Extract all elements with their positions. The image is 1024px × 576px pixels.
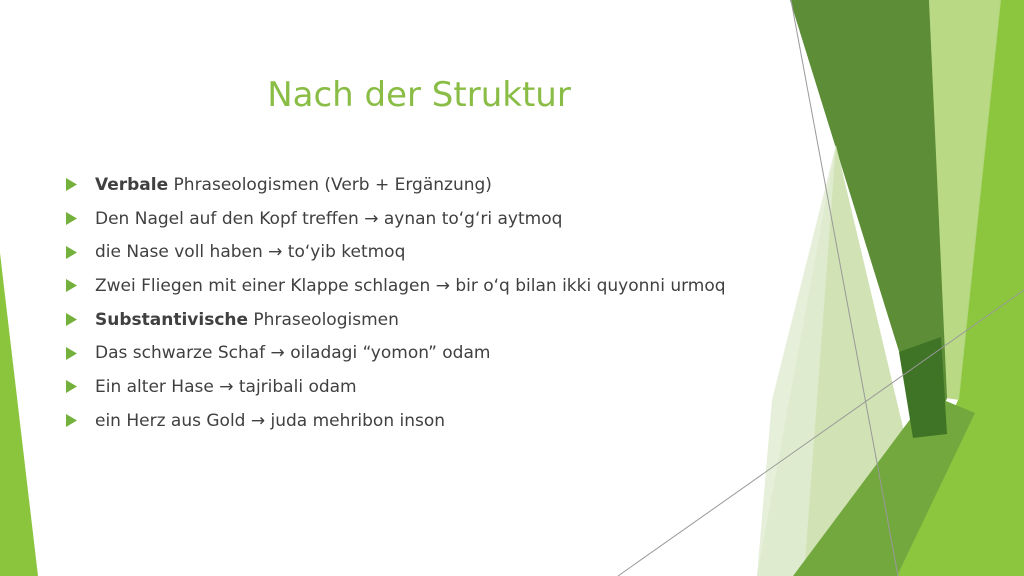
bullet-lead-word: Verbale xyxy=(95,174,169,195)
bullet-rest-text: Ein alter Hase → tajribali odam xyxy=(95,376,357,397)
bullet-text xyxy=(95,377,357,397)
bullet-text xyxy=(95,343,490,363)
page-title: Nach der Struktur xyxy=(267,74,571,115)
bullet-triangle-icon xyxy=(66,313,77,326)
bullet-triangle-icon xyxy=(66,212,77,225)
list-item xyxy=(66,202,786,236)
list-item xyxy=(66,336,786,370)
list-item xyxy=(66,235,786,269)
bullet-list xyxy=(66,168,786,438)
bullet-text xyxy=(95,209,562,229)
bullet-triangle-icon xyxy=(66,380,77,393)
bullet-text xyxy=(95,175,492,195)
bullet-triangle-icon xyxy=(66,279,77,292)
bullet-rest-text: Phraseologismen xyxy=(248,309,399,330)
bullet-rest-text: ein Herz aus Gold → juda mehribon inson xyxy=(95,410,446,431)
list-item xyxy=(66,168,786,202)
bullet-triangle-icon xyxy=(66,178,77,191)
deco-right-darkest-patch xyxy=(899,337,947,438)
bullet-triangle-icon xyxy=(66,246,77,259)
bullet-text xyxy=(95,242,405,262)
list-item xyxy=(66,370,786,404)
bullet-text xyxy=(95,310,399,330)
bullet-lead-word: Substantivische xyxy=(95,309,249,330)
bullet-triangle-icon xyxy=(66,414,77,427)
list-item xyxy=(66,404,786,438)
bullet-text xyxy=(95,276,726,296)
list-item xyxy=(66,269,786,303)
bullet-rest-text: Das schwarze Schaf → oiladagi “yomon” odam xyxy=(95,343,491,364)
bullet-rest-text: Phraseologismen (Verb + Ergänzung) xyxy=(168,174,492,195)
deco-bottom-left-wedge xyxy=(0,253,38,576)
bullet-triangle-icon xyxy=(66,347,77,360)
bullet-rest-text: die Nase voll haben → to‘yib ketmoq xyxy=(95,242,406,263)
list-item xyxy=(66,303,786,337)
bullet-text xyxy=(95,411,445,431)
bullet-rest-text: Zwei Fliegen mit einer Klappe schlagen → bir o‘q bilan ikki quyonni urmoq xyxy=(95,275,726,296)
bullet-rest-text: Den Nagel auf den Kopf treffen → aynan to‘g‘ri aytmoq xyxy=(95,208,563,229)
